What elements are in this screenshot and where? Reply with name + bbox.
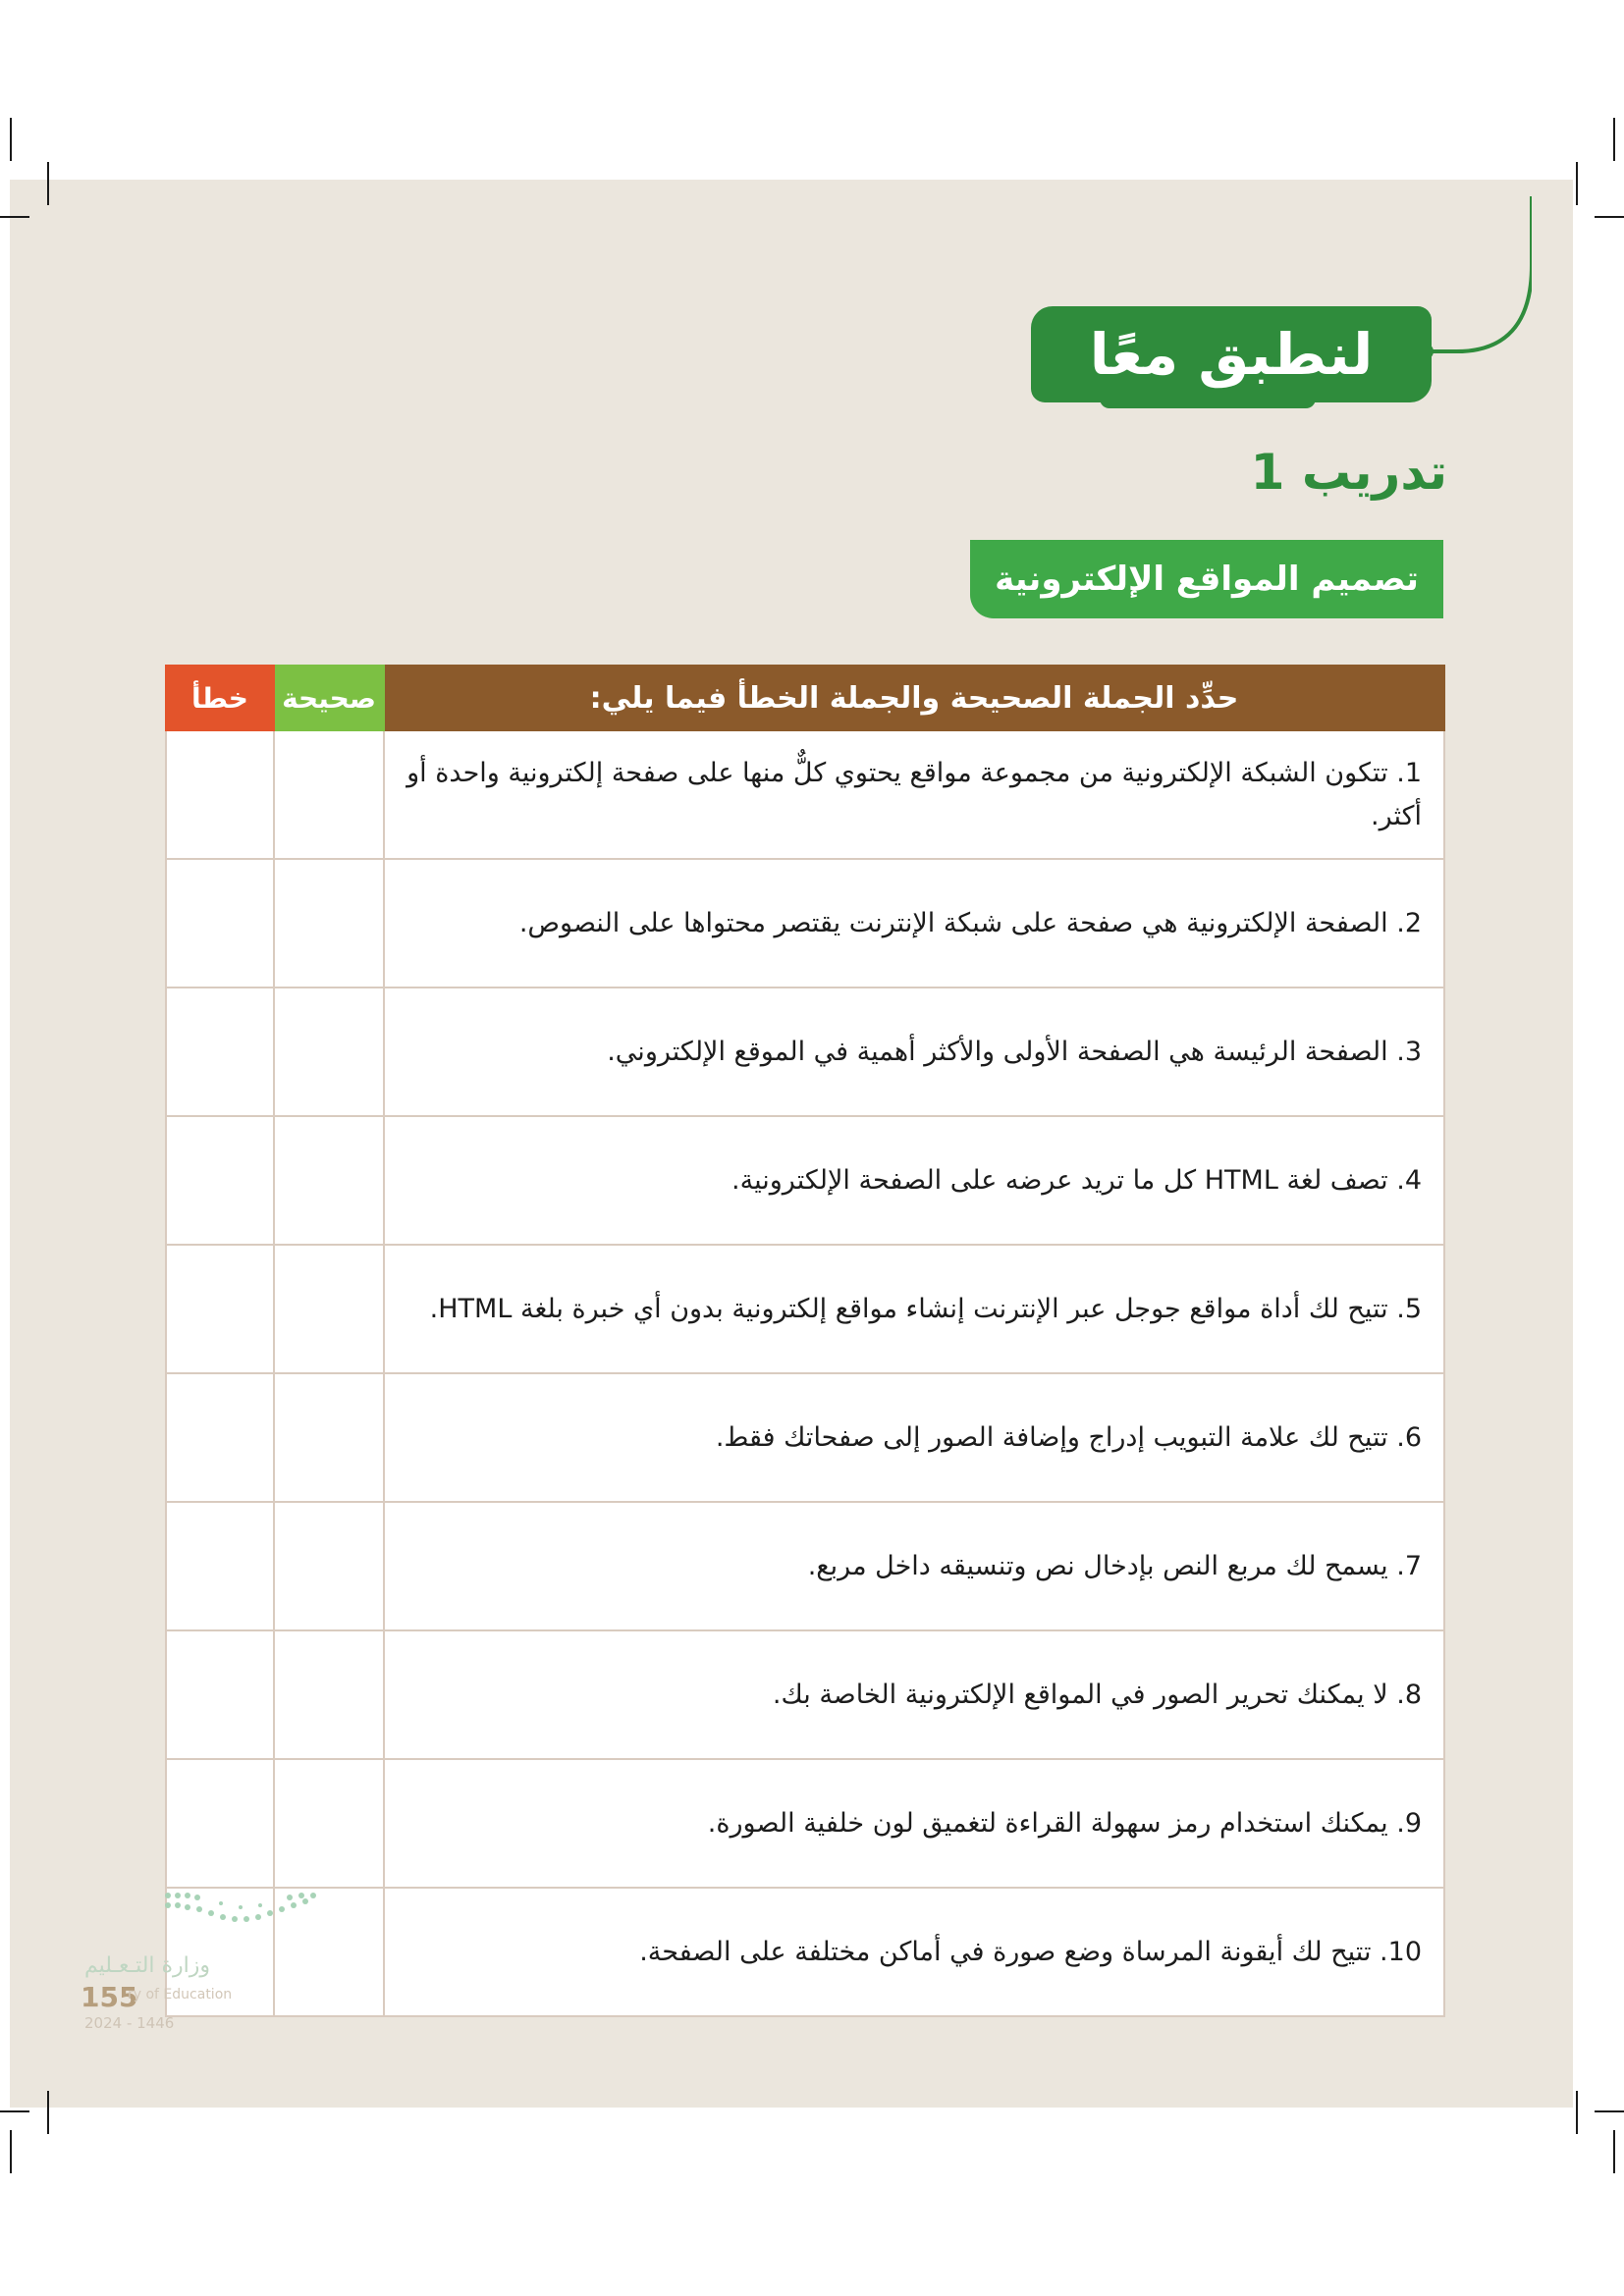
- false-answer-cell[interactable]: [166, 730, 274, 859]
- false-answer-cell[interactable]: [166, 1759, 274, 1888]
- section-badge: [1031, 306, 1432, 402]
- ministry-logo-dots: [162, 1890, 319, 1929]
- false-answer-cell[interactable]: [166, 988, 274, 1116]
- true-answer-cell[interactable]: [274, 1759, 384, 1888]
- false-answer-cell[interactable]: [166, 1373, 274, 1502]
- true-answer-cell[interactable]: [274, 859, 384, 988]
- badge-title: لنطبق معًا: [1089, 321, 1374, 388]
- statement-text: 3. الصفحة الرئيسة هي الصفحة الأولى والأكثر أهمية في الموقع الإلكتروني.: [384, 988, 1444, 1116]
- ministry-name-english: ry of Education: [128, 1987, 233, 2002]
- academic-year: 2024 - 1446: [84, 2014, 175, 2032]
- table-row: [166, 1116, 1444, 1245]
- table-row: [166, 1888, 1444, 2016]
- statement-text: 5. تتيح لك أداة مواقع جوجل عبر الإنترنت إنشاء مواقع إلكترونية بدون أي خبرة بلغة HTML.: [384, 1245, 1444, 1373]
- statement-text: 6. تتيح لك علامة التبويب إدراج وإضافة الصور إلى صفحاتك فقط.: [384, 1373, 1444, 1502]
- false-answer-cell[interactable]: [166, 1245, 274, 1373]
- table-row: [166, 988, 1444, 1116]
- table-row: [166, 730, 1444, 859]
- false-answer-cell[interactable]: [166, 859, 274, 988]
- instruction-header: حدِّد الجملة الصحيحة والجملة الخطأ فيما يلي:: [384, 666, 1444, 730]
- crop-mark: [10, 118, 12, 161]
- false-answer-cell[interactable]: [166, 1630, 274, 1759]
- crop-mark: [1595, 216, 1624, 218]
- true-answer-cell[interactable]: [274, 1502, 384, 1630]
- crop-mark: [10, 2130, 12, 2173]
- statement-text: 10. تتيح لك أيقونة المرساة وضع صورة في أماكن مختلفة على الصفحة.: [384, 1888, 1444, 2016]
- page-number: 155: [81, 1981, 138, 2013]
- crop-mark: [1576, 162, 1578, 205]
- statement-text: 1. تتكون الشبكة الإلكترونية من مجموعة مواقع يحتوي كلٌّ منها على صفحة إلكترونية واحدة أو أكثر.: [384, 730, 1444, 859]
- statement-text: 9. يمكنك استخدام رمز سهولة القراءة لتغميق لون خلفية الصورة.: [384, 1759, 1444, 1888]
- true-answer-cell[interactable]: [274, 730, 384, 859]
- true-answer-cell[interactable]: [274, 1373, 384, 1502]
- table-row: [166, 1373, 1444, 1502]
- exercise-title: تدريب 1: [1250, 444, 1447, 501]
- statement-text: 4. تصف لغة HTML كل ما تريد عرضه على الصفحة الإلكترونية.: [384, 1116, 1444, 1245]
- table-row: [166, 1245, 1444, 1373]
- false-answer-cell[interactable]: [166, 1116, 274, 1245]
- false-column-header: خطأ: [166, 666, 274, 730]
- true-false-table: [165, 665, 1445, 2017]
- table-row: [166, 1630, 1444, 1759]
- crop-mark: [1613, 118, 1615, 161]
- table-row: [166, 859, 1444, 988]
- true-answer-cell[interactable]: [274, 1245, 384, 1373]
- statement-text: 8. لا يمكنك تحرير الصور في المواقع الإلكترونية الخاصة بك.: [384, 1630, 1444, 1759]
- crop-mark: [47, 2091, 49, 2134]
- crop-mark: [47, 162, 49, 205]
- false-answer-cell[interactable]: [166, 1502, 274, 1630]
- table-row: [166, 1502, 1444, 1630]
- table-row: [166, 1759, 1444, 1888]
- statement-text: 2. الصفحة الإلكترونية هي صفحة على شبكة الإنترنت يقتصر محتواها على النصوص.: [384, 859, 1444, 988]
- crop-mark: [0, 216, 29, 218]
- crop-mark: [1595, 2110, 1624, 2112]
- crop-mark: [1613, 2130, 1615, 2173]
- topic-title: تصميم المواقع الإلكترونية: [995, 560, 1419, 599]
- true-answer-cell[interactable]: [274, 1630, 384, 1759]
- statement-text: 7. يسمح لك مربع النص بإدخال نص وتنسيقه داخل مربع.: [384, 1502, 1444, 1630]
- true-answer-cell[interactable]: [274, 1116, 384, 1245]
- crop-mark: [1576, 2091, 1578, 2134]
- crop-mark: [0, 2110, 29, 2112]
- table-header-row: [166, 666, 1444, 730]
- true-column-header: صحيحة: [274, 666, 384, 730]
- true-answer-cell[interactable]: [274, 988, 384, 1116]
- topic-bar: [970, 540, 1443, 618]
- ministry-name-arabic: وزارة التـعـليم: [84, 1953, 211, 1978]
